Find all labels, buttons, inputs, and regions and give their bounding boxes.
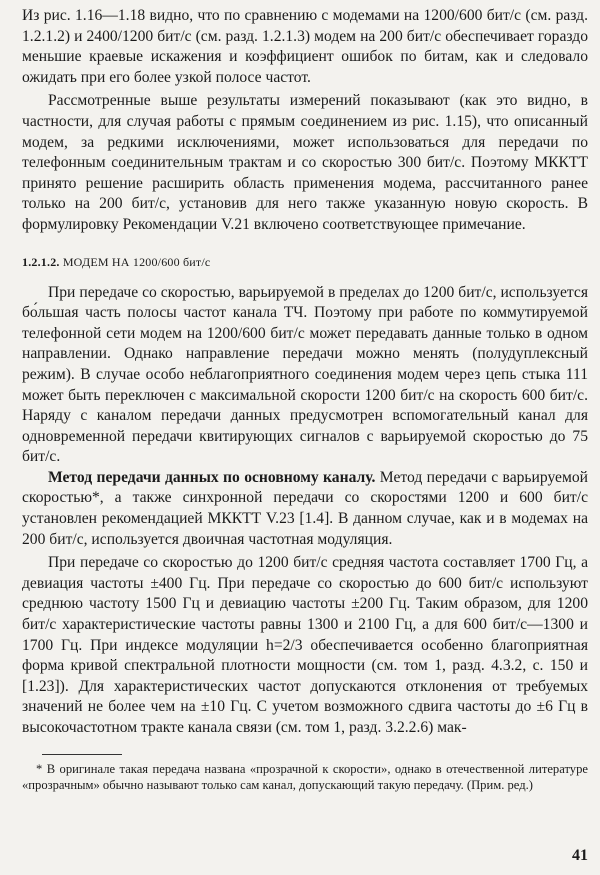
paragraph — [22, 468, 588, 550]
paragraph: Из рис. 1.16—1.18 видно, что по сравнению с модемами на 1200/600 бит/с (см. разд. 1.2.1.2) и 2400/1200 бит/с (см. разд. 1.2.1.3) модем на 200 бит/с обеспечивает гораздо меньшие краевые искажения и коэффициент ошибок по битам, как и следовало ожидать при его более узкой полосе частот. — [22, 7, 588, 86]
paragraph-text: Метод передачи с варьируемой скоростью*, а также синхронной передачи со скоростями 1200 и 600 бит/с установлен рекомендацией МККТТ V.23 [1.4]. В данном случае, как и в модемах на 200 бит/с, используется двоичная частотная модуляция. — [22, 468, 588, 548]
paragraph: При передаче со скоростью до 1200 бит/с средняя частота составляет 1700 Гц, а девиация частоты ±400 Гц. При передаче со скоростью до 600 бит/с используют среднюю частоту 1500 Гц и девиацию частоты ±200 Гц. Таким образом, для 1200 бит/с характеристические частоты равны 1300 и 2100 Гц, а для 600 бит/с—1300 и 1700 Гц. При индексе модуляции h=2/3 обеспечивается особенно благоприятная форма кривой спектральной плотности мощности (см. том 1, разд. 4.3.2, с. 150 и [1.23]). Для характеристических частот допускаются отклонения от требуемых значений не более чем на ±10 Гц. С учетом возможного сдвига частоты до ±6 Гц в высокочастотном тракте канала связи (см. том 1, разд. 3.2.2.6) мак- — [22, 554, 588, 736]
paragraph: При передаче со скоростью, варьируемой в пределах до 1200 бит/с, используется бо́льшая часть полосы частот канала ТЧ. Поэтому при работе по коммутируемой телефонной сети модем на 1200/600 бит/с может передавать данные только в одном направлении. Однако направление передачи можно менять (полудуплексный режим). В случае особо неблагоприятного соединения модем через цепь стыка 111 может быть переключен с максимальной скорости 1200 бит/с на скорость 600 бит/с. Наряду с каналом передачи данных предусмотрен вспомогательный канал для одновременной передачи квитирующих сигналов с варьируемой скоростью до 75 бит/с. — [22, 283, 588, 466]
run-in-heading: Метод передачи данных по основному каналу. — [48, 468, 376, 486]
section-heading — [22, 255, 588, 270]
footnote-rule — [42, 754, 122, 755]
paragraph: Рассмотренные выше результаты измерений показывают (как это видно, в частности, для случая работы с прямым соединением из рис. 1.15), что описанный модем, за редкими исключениями, может использоваться для передачи по телефонным соединительным трактам и со скоростью 300 бит/с. Поэтому МККТТ принято решение расширить область применения модема, рассчитанного ранее только на 200 бит/с, установив для него также указанную новую скорость. В формулировку Рекомендации V.21 включено соответствующее примечание. — [22, 92, 588, 233]
section-title: МОДЕМ НА 1200/600 бит/с — [62, 254, 211, 269]
footnote: * В оригинале такая передача названа «прозрачной к скорости», однако в отечественной литературе «прозрачным» обычно называют только сам канал, допускающий такую передачу. (Прим. ред.) — [22, 761, 588, 792]
page-number: 41 — [572, 847, 588, 864]
section-number: 1.2.1.2. — [22, 254, 60, 269]
